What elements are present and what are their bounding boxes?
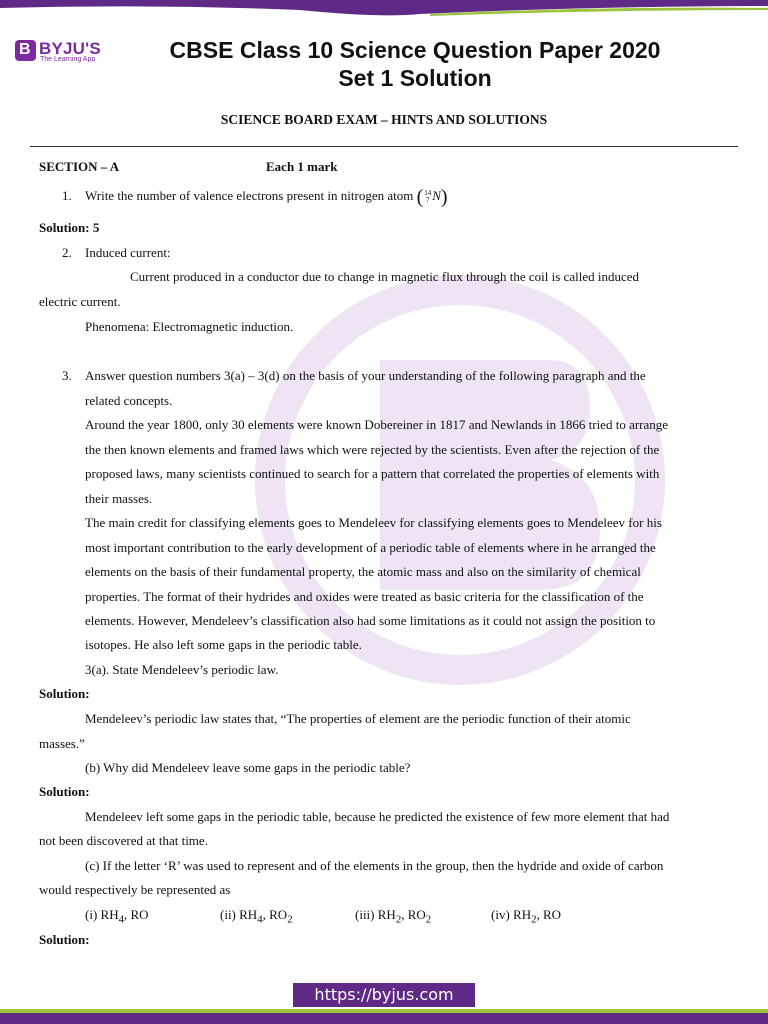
q3a-solution-label: Solution: [39, 686, 90, 701]
page-title-line2: Set 1 Solution [338, 65, 492, 91]
q2-line2: electric current. [39, 294, 121, 309]
header-divider [30, 146, 738, 147]
q3b-question: (b) Why did Mendeleev leave some gaps in the periodic table? [85, 760, 411, 775]
logo-tagline: The Learning App [40, 56, 96, 63]
q2-line1: Current produced in a conductor due to change in magnetic flux through the coil is called induced [130, 269, 640, 284]
q3-paragraph2-line: isotopes. He also left some gaps in the periodic table. [85, 637, 362, 652]
q3-paragraph2-line: elements on the basis of their fundamental property, the atomic mass and also on the similarity of chemical [85, 564, 641, 579]
q3-intro-line: Answer question numbers 3(a) – 3(d) on the basis of your understanding of the following paragraph and the [85, 368, 646, 383]
q3-paragraph2-line: most important contribution to the early development of a periodic table of elements where in he arranged the [85, 540, 656, 555]
q3-paragraph1-line: Around the year 1800, only 30 elements were known Dobereiner in 1817 and Newlands in 1866 tried to arrange [85, 417, 669, 432]
top-decorative-bar [0, 0, 768, 18]
q3c-option-iii: (iii) $RH_2$, $RO_2$ [355, 907, 432, 926]
atomic-number: 7 [426, 196, 430, 205]
q1-text [85, 186, 448, 208]
q2-number: 2. [62, 245, 72, 260]
section-marks: Each 1 mark [266, 159, 338, 174]
page-subtitle: SCIENCE BOARD EXAM – HINTS AND SOLUTIONS [220, 112, 548, 127]
q3c-solution-label: Solution: [39, 932, 90, 947]
q3b-answer-line: not been discovered at that time. [39, 833, 208, 848]
logo-name: BYJU'S [39, 39, 101, 58]
bottom-decorative-bar [0, 1009, 768, 1024]
section-title: SECTION – A [39, 159, 120, 174]
q3-paragraph2-line: properties. The format of their hydrides and oxides were treated as basic criteria for the classification of the [85, 589, 644, 604]
footer-url-link[interactable]: https://byjus.com [314, 985, 454, 1004]
q3-intro-line: related concepts. [85, 393, 173, 408]
q2-phenomena: Phenomena: Electromagnetic induction. [85, 319, 294, 334]
q3-paragraph1-line: proposed laws, many scientists continued to search for a pattern that correlated the properties of elements with [85, 466, 660, 481]
element-symbol: N [432, 188, 441, 203]
q3c-question-line: would respectively be represented as [39, 882, 231, 897]
q1-number: 1. [62, 188, 72, 203]
logo-mark: B [15, 40, 36, 61]
q3c-option-iv: (iv) $RH_2$, RO [491, 907, 562, 926]
mass-number: 14 [424, 189, 432, 198]
q3-paragraph1-line: their masses. [85, 491, 153, 506]
q2-title: Induced current: [85, 245, 171, 260]
close-paren: ) [440, 186, 448, 208]
q3c-question-line: (c) If the letter ‘R’ was used to represent and of the elements in the group, then the hydride and oxide of carbon [85, 858, 664, 873]
q3b-solution-label: Solution: [39, 784, 90, 799]
q3c-option-ii: (ii) $RH_4$, $RO_2$ [220, 907, 293, 926]
q3b-answer-line: Mendeleev left some gaps in the periodic table, because he predicted the existence of few more element that had [85, 809, 670, 824]
q3-paragraph2-line: The main credit for classifying elements goes to Mendeleev for classifying elements goes to Mendeleev for his [85, 515, 662, 530]
open-paren: ( [416, 186, 424, 208]
q3-number: 3. [62, 368, 72, 383]
footer-url-banner [293, 983, 475, 1007]
q3c-option-i: (i) $RH_4$, RO [85, 907, 149, 926]
page-title-line1: CBSE Class 10 Science Question Paper 2020 [169, 37, 661, 63]
q3a-answer-line: Mendeleev’s periodic law states that, “The properties of element are the periodic function of their atomic [85, 711, 631, 726]
byjus-logo [15, 40, 100, 66]
q1-question: Write the number of valence electrons present in nitrogen atom [85, 188, 414, 203]
q1-solution: Solution: 5 [39, 220, 100, 235]
q3-paragraph1-line: the then known elements and framed laws which were rejected by the scientists. Even after the rejection of the [85, 442, 660, 457]
q3a-question: 3(a). State Mendeleev’s periodic law. [85, 662, 279, 677]
q3a-answer-line: masses.” [39, 736, 85, 751]
nuclide-notation [424, 190, 431, 204]
q3-paragraph2-line: elements. However, Mendeleev’s classification also had some limitations as it could not assign the position to [85, 613, 656, 628]
